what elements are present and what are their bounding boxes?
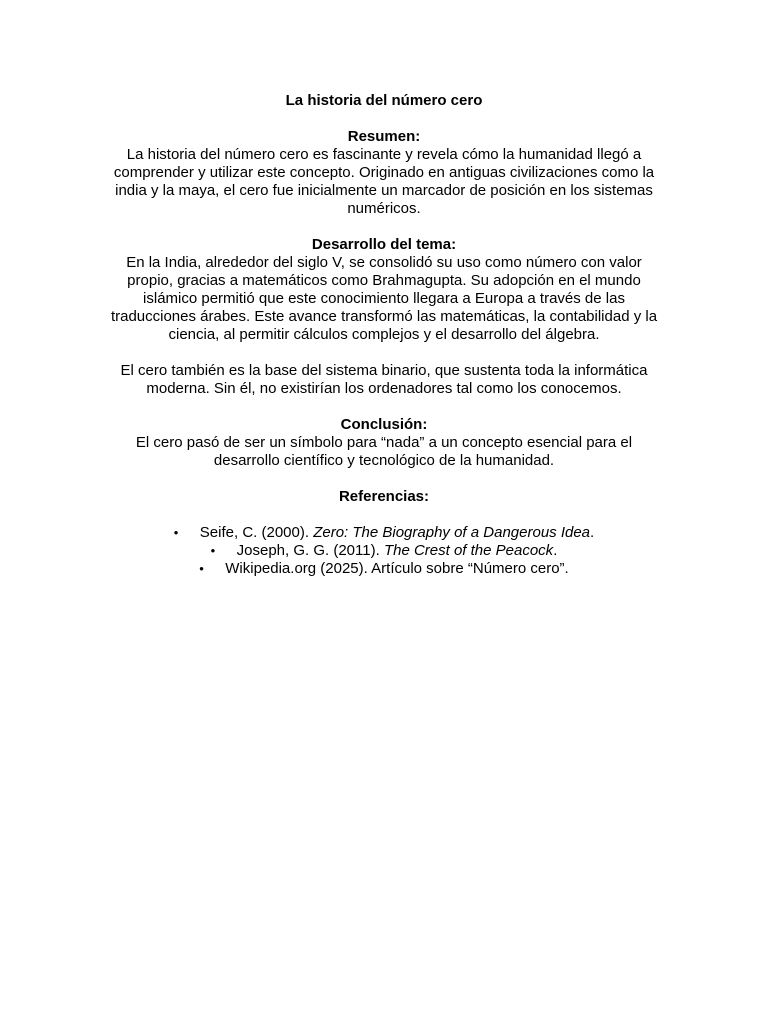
document-title: La historia del número cero [285, 92, 483, 109]
reference-work: The Crest of the Peacock [383, 542, 554, 559]
reference-author: Seife, C. (2000). [199, 524, 314, 541]
reference-author: Joseph, G. G. (2011). [236, 542, 384, 559]
reference-suffix: . [553, 542, 558, 559]
document-page [104, 92, 664, 578]
conclusion-paragraph: El cero pasó de ser un símbolo para “nada” a un concepto esencial para el desarrollo científico y tecnológico de la humanidad. [135, 434, 633, 469]
development-paragraph-2: El cero también es la base del sistema binario, que sustenta toda la informática moderna. Sin él, no existirían los ordenadores tal como los conocemos. [120, 362, 648, 397]
reference-work: Zero: The Biography of a Dangerous Idea [313, 524, 591, 541]
bullet-icon: • [199, 561, 204, 576]
references-heading: Referencias: [338, 488, 430, 505]
conclusion-heading: Conclusión: [340, 416, 428, 433]
bullet-icon: • [173, 525, 179, 540]
development-heading: Desarrollo del tema: [311, 236, 457, 253]
reference-author: Wikipedia.org (2025). Artículo sobre “Número cero”. [225, 560, 569, 577]
reference-item [104, 560, 664, 578]
summary-heading: Resumen: [347, 128, 421, 145]
reference-item [104, 524, 664, 542]
references-list [104, 524, 664, 578]
development-paragraph-1: En la India, alrededor del siglo V, se consolidó su uso como número con valor propio, gracias a matemáticos como Brahmagupta. Su adopción en el mundo islámico permitió que este conocimiento llegara a Europa a través de las traducciones árabes. Este avance transformó las matemáticas, la contabilidad y la ciencia, al permitir cálculos complejos y el desarrollo del álgebra. [110, 254, 658, 343]
bullet-icon: • [210, 543, 216, 558]
summary-paragraph: La historia del número cero es fascinante y revela cómo la humanidad llegó a comprender y utilizar este concepto. Originado en antiguas civilizaciones como la india y la maya, el cero fue inicialmente un marcador de posición en los sistemas numéricos. [113, 146, 655, 217]
reference-item [104, 542, 664, 560]
reference-suffix: . [590, 524, 595, 541]
